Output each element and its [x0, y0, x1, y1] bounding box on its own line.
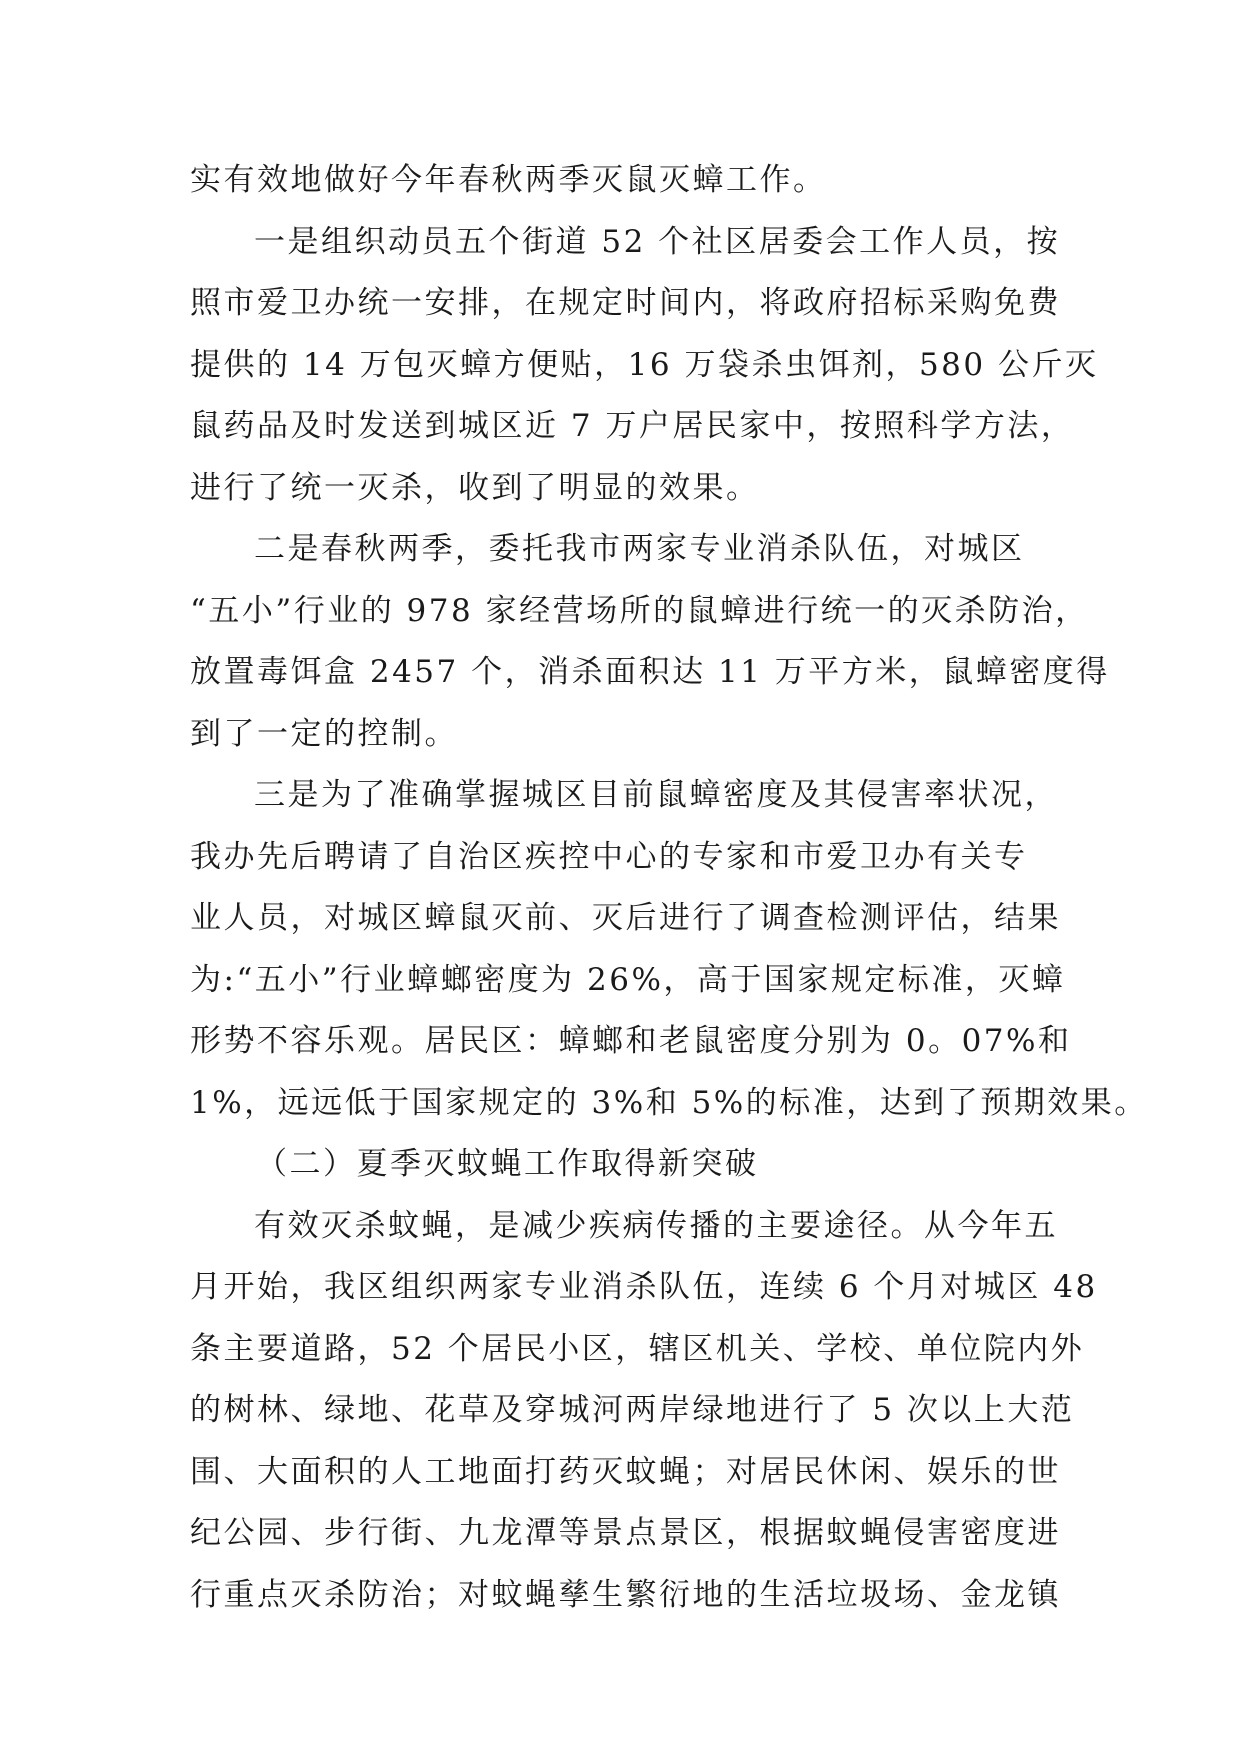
text-line: 的树林、绿地、花草及穿城河两岸绿地进行了 5 次以上大范	[190, 1392, 1075, 1428]
text-line: 1%，远远低于国家规定的 3%和 5%的标准，达到了预期效果。	[190, 1084, 1148, 1121]
text-line: 业人员，对城区蟑鼠灭前、灭后进行了调查检测评估，结果	[190, 900, 1061, 936]
text-line: 形势不容乐观。居民区：蟑螂和老鼠密度分别为 0。07%和	[190, 1023, 1072, 1059]
text-line: 进行了统一灭杀，收到了明显的效果。	[190, 469, 760, 506]
text-line: 为:“五小”行业蟑螂密度为 26%，高于国家规定标准，灭蟑	[190, 961, 1066, 998]
paragraph-start-line: 三是为了准确掌握城区目前鼠蟑密度及其侵害率状况，	[254, 777, 1058, 813]
text-line: 到了一定的控制。	[190, 715, 458, 752]
text-line: 实有效地做好今年春秋两季灭鼠灭蟑工作。	[190, 162, 827, 198]
paragraph-start-line: 二是春秋两季，委托我市两家专业消杀队伍，对城区	[254, 531, 1025, 567]
text-line: 纪公园、步行街、九龙潭等景点景区，根据蚊蝇侵害密度进	[190, 1515, 1061, 1551]
text-line: 条主要道路，52 个居民小区，辖区机关、学校、单位院内外	[190, 1330, 1085, 1367]
paragraph-start-line: 有效灭杀蚊蝇，是减少疾病传播的主要途径。从今年五	[254, 1207, 1058, 1244]
text-line: 围、大面积的人工地面打药灭蚊蝇；对居民休闲、娱乐的世	[190, 1453, 1061, 1490]
section-heading: （二）夏季灭蚊蝇工作取得新突破	[256, 1146, 759, 1182]
text-line: 鼠药品及时发送到城区近 7 万户居民家中，按照科学方法，	[190, 408, 1075, 444]
text-line: 放置毒饵盒 2457 个，消杀面积达 11 万平方米，鼠蟑密度得	[190, 654, 1110, 690]
text-line: 月开始，我区组织两家专业消杀队伍，连续 6 个月对城区 48	[190, 1269, 1098, 1305]
paragraph-start-line: 一是组织动员五个街道 52 个社区居委会工作人员，按	[254, 223, 1061, 260]
text-line: “五小”行业的 978 家经营场所的鼠蟑进行统一的灭杀防治，	[190, 592, 1089, 629]
text-line: 照市爱卫办统一安排，在规定时间内，将政府招标采购免费	[190, 285, 1061, 321]
text-line: 提供的 14 万包灭蟑方便贴，16 万袋杀虫饵剂，580 公斤灭	[190, 346, 1099, 383]
text-line: 行重点灭杀防治；对蚊蝇孳生繁衍地的生活垃圾场、金龙镇	[190, 1576, 1061, 1613]
body-text	[190, 150, 1148, 1626]
text-line: 我办先后聘请了自治区疾控中心的专家和市爱卫办有关专	[190, 838, 1028, 875]
